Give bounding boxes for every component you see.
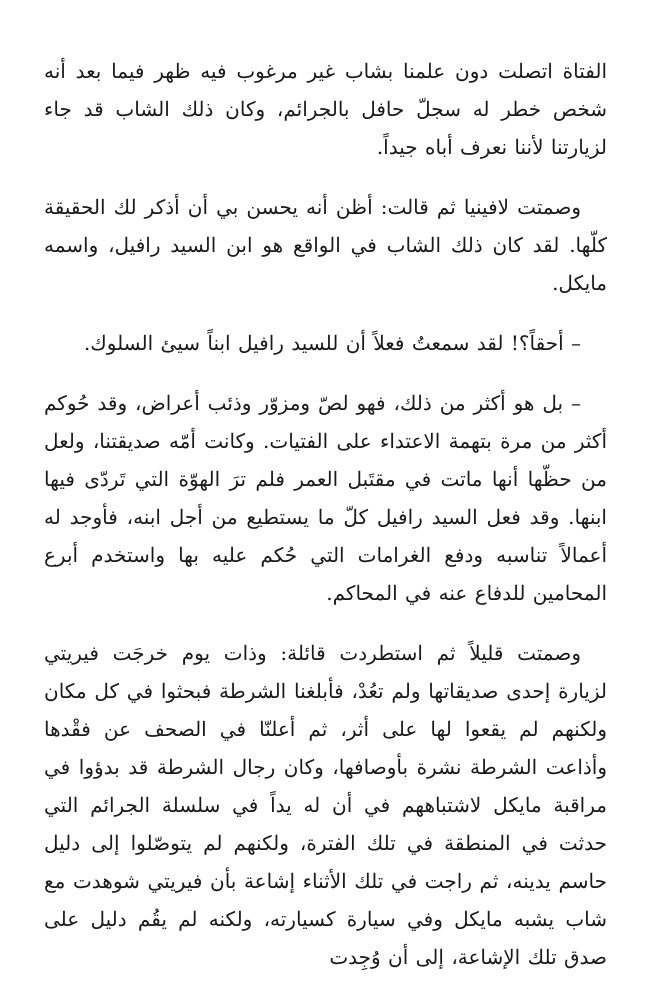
paragraph-5: وصمتت قليلاً ثم استطردت قائلة: وذات يوم خرجَت فيريتي لزيارة إحدى صديقاتها ولم تعُدْ، فأبلغنا الشرطة فبحثوا في كل مكان ولكنهم لم يقعوا لها على أثر، ثم أعلنّا في الصحف عن فقْدها وأذاعت الشرطة نشرة بأوصافها، وكان رجال الشرطة قد بدؤوا في مراقبة مايكل لاشتباههم في أن له يداً في سلسلة الجرائم التي حدثت في المنطقة في تلك الفترة، ولكنهم لم يتوصّلوا إلى دليل حاسم يدينه، ثم راجت في تلك الأثناء إشاعة بأن فيريتي شوهدت مع شاب يشبه مايكل وفي سيارة كسيارته، ولكنه لم يقُم دليل على صدق تلك الإشاعة، إلى أن وُجِدت xyxy=(44,641,608,969)
paragraph-4: – بل هو أكثر من ذلك، فهو لصّ ومزوّر وذئب أعراض، وقد حُوكم أكثر من مرة بتهمة الاعتداء على الفتيات. وكانت أمّه صديقتنا، ولعل من حظّها أنها ماتت في مقتَبل العمر فلم ترَ الهوّة التي تَردّى فيها ابنها. وقد فعل السيد رافيل كلّ ما يستطيع من أجل ابنه، فأوجد له أعمالاً تناسبه ودفع الغرامات التي حُكم عليه بها واستخدم أبرع المحامين للدفاع عنه في المحاكم. xyxy=(44,391,607,605)
paragraph-1: الفتاة اتصلت دون علمنا بشاب غير مرغوب فيه ظهر فيما بعد أنه شخص خطر له سجلّ حافل بالجرائم، وكان ذلك الشاب قد جاء لزيارتنا لأننا نعرف أباه جيداً. xyxy=(44,59,607,159)
paragraph-3: – أحقاً؟! لقد سمعتُ فعلاً أن للسيد رافيل ابناً سيئ السلوك. xyxy=(83,331,581,355)
paragraph-2: وصمتت لافينيا ثم قالت: أظن أنه يحسن بي أن أذكر لك الحقيقة كلّها. لقد كان ذلك الشاب في الواقع هو ابن السيد رافيل، واسمه مايكل. xyxy=(44,195,607,295)
